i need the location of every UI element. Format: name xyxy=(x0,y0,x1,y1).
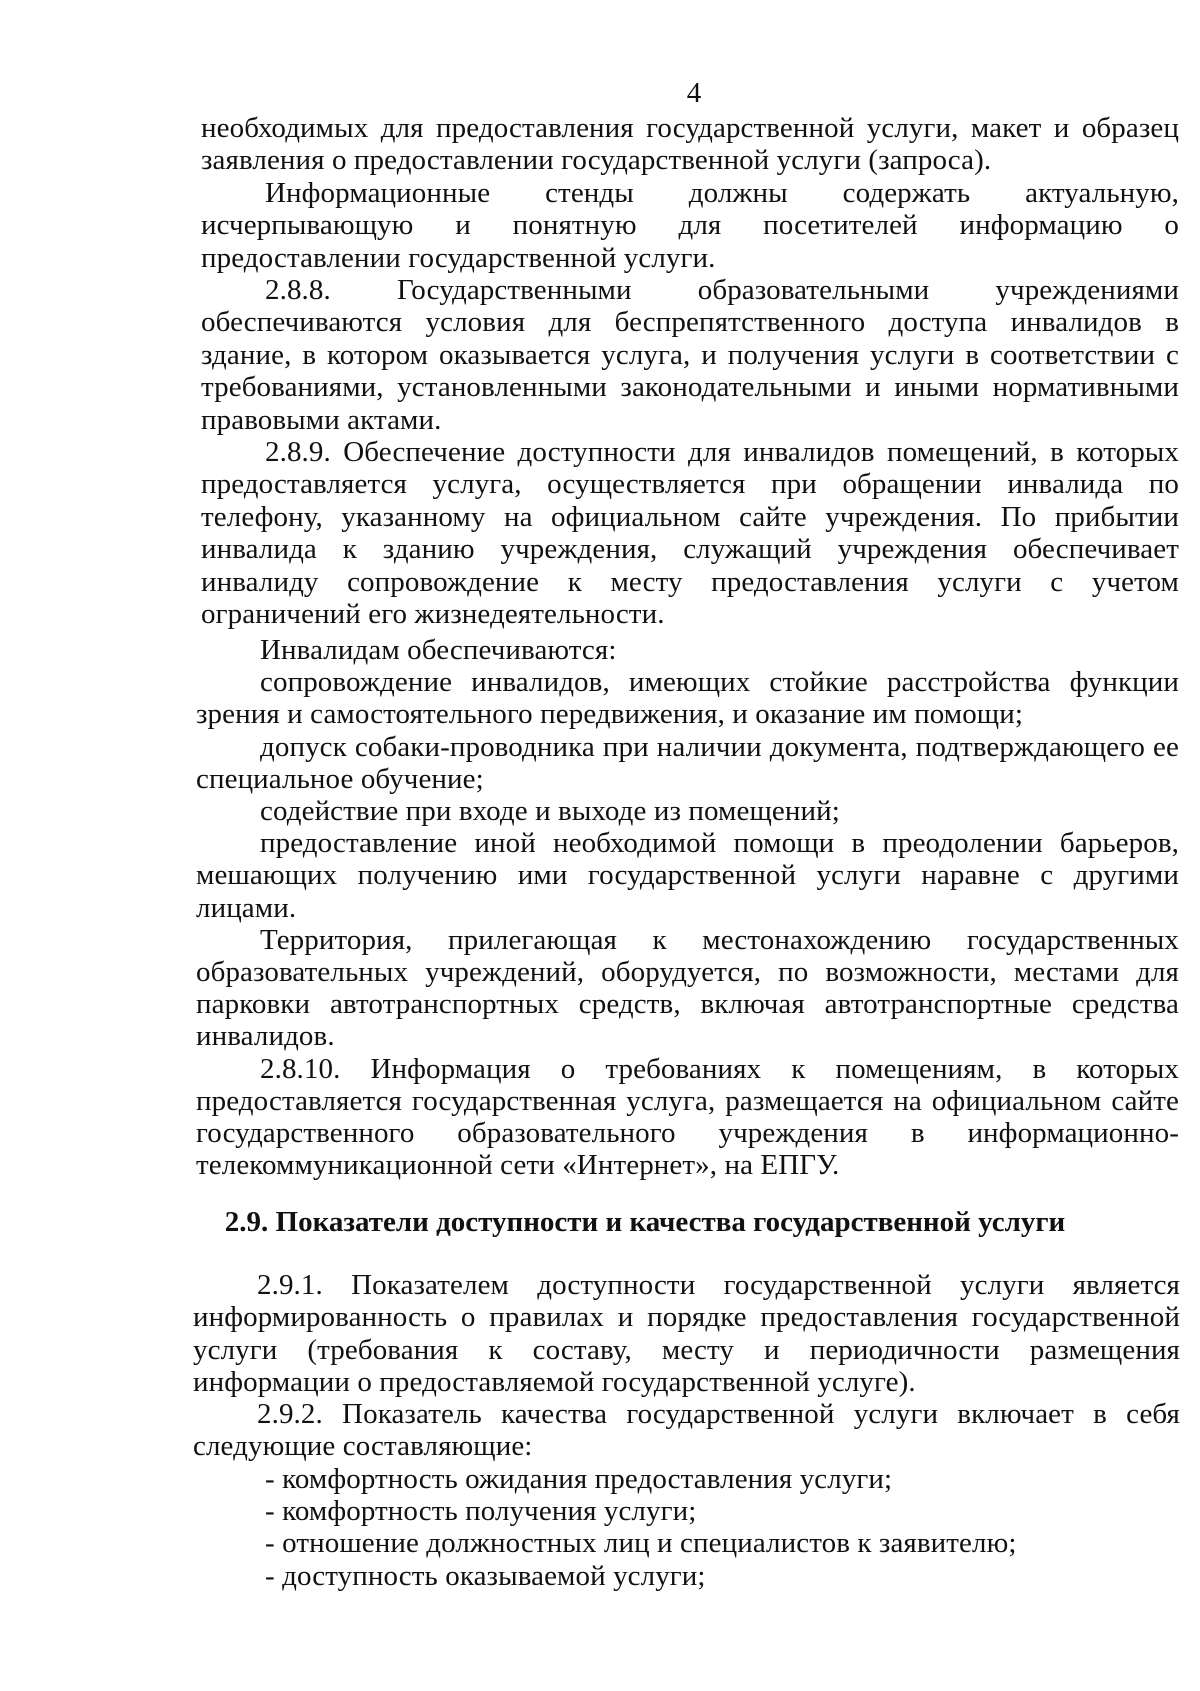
paragraph: сопровождение инвалидов, имеющих стойкие расстройства функции зрения и самостоятельного передвижения, и оказание им помощи; xyxy=(196,666,1179,731)
paragraph: 2.8.10. Информация о требованиях к помещениям, в которых предоставляется государственная услуга, размещается на официальном сайте государственного образовательного учреждения в информационно-телекоммуникационной сети «Интернет», на ЕПГУ. xyxy=(196,1052,1179,1182)
text-block-middle xyxy=(196,634,1179,1181)
list-item: - доступность оказываемой услуги; xyxy=(265,1559,706,1592)
page-number: 4 xyxy=(686,77,702,109)
text-block-bottom xyxy=(193,1269,1180,1592)
paragraph: Информационные стенды должны содержать актуальную, исчерпывающую и понятную для посетителей информацию о предоставлении государственной услуги. xyxy=(201,176,1179,274)
paragraph: 2.8.9. Обеспечение доступности для инвалидов помещений, в которых предоставляется услуга, осуществляется при обращении инвалида по телефону, указанному на официальном сайте учреждения. По прибытии инвалида к зданию учреждения, служащий учреждения обеспечивает инвалиду сопровождение к месту предоставления услуги с учетом ограничений его жизнедеятельности. xyxy=(201,436,1179,631)
paragraph: Территория, прилегающая к местонахождению государственных образовательных учреждений, оборудуется, по возможности, местами для парковки автотранспортных средств, включая автотранспортные средства инвалидов. xyxy=(196,923,1179,1053)
list-item: - отношение должностных лиц и специалистов к заявителю; xyxy=(265,1527,1017,1560)
paragraph: Инвалидам обеспечиваются: xyxy=(260,634,617,666)
paragraph: 2.9.2. Показатель качества государственной услуги включает в себя следующие составляющие: xyxy=(193,1398,1180,1463)
section-heading: 2.9. Показатели доступности и качества государственной услуги xyxy=(224,1206,1066,1238)
paragraph: 2.9.1. Показателем доступности государственной услуги является информированность о правилах и порядке предоставления государственной услуги (требования к составу, месту и периодичности размещения информации о предоставляемой государственной услуге). xyxy=(193,1269,1180,1398)
text-block-top xyxy=(201,112,1179,631)
paragraph: предоставление иной необходимой помощи в преодолении барьеров, мешающих получению ими государственной услуги наравне с другими лицами. xyxy=(196,827,1179,924)
paragraph: допуск собаки-проводника при наличии документа, подтверждающего ее специальное обучение; xyxy=(196,730,1179,795)
list-item: - комфортность ожидания предоставления услуги; xyxy=(265,1462,893,1495)
paragraph: содействие при входе и выходе из помещений; xyxy=(260,795,840,828)
paragraph: необходимых для предоставления государственной услуги, макет и образец заявления о предоставлении государственной услуги (запроса). xyxy=(201,112,1179,177)
list-item: - комфортность получения услуги; xyxy=(265,1495,697,1528)
paragraph: 2.8.8. Государственными образовательными учреждениями обеспечиваются условия для беспрепятственного доступа инвалидов в здание, в котором оказывается услуга, и получения услуги в соответствии с требованиями, установленными законодательными и иными нормативными правовыми актами. xyxy=(201,274,1179,436)
